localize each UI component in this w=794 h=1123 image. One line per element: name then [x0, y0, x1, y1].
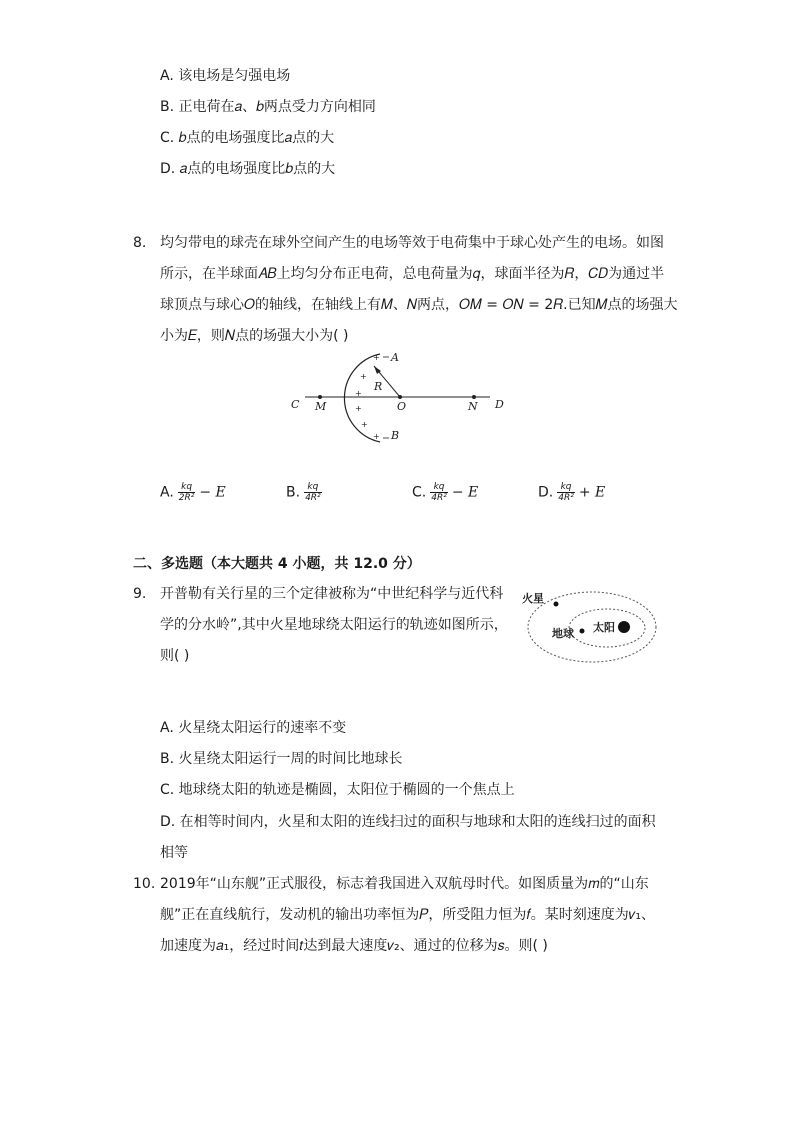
- svg-text:+: +: [355, 389, 362, 398]
- q9-option-c: C. 地球绕太阳的轨迹是椭圆，太阳位于椭圆的一个焦点上: [160, 782, 515, 798]
- q8-option-a-fraction: [178, 482, 196, 503]
- q8-line-3: 球顶点与球心𝑂的轴线，在轴线上有𝑀、𝑁两点，𝑂𝑀 = 𝑂𝑁 = 2𝑅.已知𝑀点的场强大: [160, 297, 678, 313]
- q8-option-d-label: D.: [538, 484, 554, 501]
- label-d: D: [495, 398, 504, 411]
- svg-text:+: +: [355, 404, 362, 413]
- q8-option-d-tail: + E: [578, 484, 606, 501]
- point-n: [472, 395, 476, 399]
- q8-option-b: [286, 482, 326, 503]
- q8-option-c-label: C.: [412, 484, 427, 501]
- q8-option-c: [412, 482, 478, 503]
- orbit-figure: [520, 583, 660, 665]
- section-heading-multiple-choice: 二、多选题（本大题共 4 小题，共 12.0 分）: [133, 556, 421, 572]
- mars-icon: [554, 602, 559, 607]
- q9-option-d-line-2: 相等: [160, 845, 188, 861]
- q8-option-b-label: B.: [286, 484, 301, 501]
- q7-option-a: A. 该电场是匀强电场: [160, 68, 291, 84]
- point-m: [318, 395, 322, 399]
- q9-line-3: 则( ): [160, 648, 190, 664]
- q8-option-b-den: 4R²: [305, 493, 321, 503]
- q8-option-c-den: 4R²: [431, 493, 447, 503]
- q10-line-2: 舰”正在直线航行，发动机的输出功率恒为𝑃，所受阻力恒为𝑓。某时刻速度为𝑣₁、: [160, 907, 655, 923]
- svg-text:+: +: [373, 353, 380, 362]
- q9-option-a: A. 火星绕太阳运行的速率不变: [160, 720, 347, 736]
- q8-number: 8.: [133, 235, 147, 251]
- q8-option-c-num: kq: [430, 482, 448, 493]
- label-n: N: [468, 400, 478, 413]
- mars-orbit: [528, 592, 656, 662]
- q9-number: 9.: [133, 586, 147, 602]
- q7-option-d: D. 𝑎点的电场强度比𝑏点的大: [160, 161, 336, 177]
- label-m: M: [315, 400, 327, 413]
- q8-option-b-num: kq: [304, 482, 322, 493]
- q8-option-a: [160, 482, 226, 503]
- earth-icon: [580, 629, 585, 634]
- q8-option-a-den: 2R²: [178, 493, 195, 503]
- q8-option-d: [538, 482, 605, 503]
- mars-label: 火星: [522, 592, 544, 605]
- q9-line-2: 学的分水岭”,其中火星地球绕太阳运行的轨迹如图所示，: [160, 617, 508, 633]
- label-b: B: [391, 429, 400, 442]
- q8-line-2: 所示，在半球面𝐴𝐵上均匀分布正电荷，总电荷量为𝑞，球面半径为𝑅，𝐶𝐷为通过半: [160, 266, 665, 282]
- label-c: C: [291, 398, 300, 411]
- q8-option-d-num: kq: [557, 482, 575, 493]
- hemisphere-figure: [285, 348, 510, 448]
- q10-line-1: 2019年“山东舰”正式服役，标志着我国进入双航母时代。如图质量为𝑚的“山东: [160, 876, 649, 892]
- label-o: O: [397, 400, 407, 413]
- q8-option-c-fraction: [430, 482, 448, 503]
- q9-line-1: 开普勒有关行星的三个定律被称为“中世纪科学与近代科: [160, 586, 504, 602]
- q8-option-d-fraction: [557, 482, 575, 503]
- q7-option-b: B. 正电荷在𝑎、𝑏两点受力方向相同: [160, 99, 376, 115]
- q8-option-a-num: kq: [178, 482, 196, 493]
- sun-label: 太阳: [593, 621, 615, 634]
- q10-line-3: 加速度为𝑎₁，经过时间𝑡达到最大速度𝑣₂、通过的位移为𝑠。则( ): [160, 938, 548, 954]
- svg-text:+: +: [361, 420, 368, 429]
- point-o: [398, 395, 402, 399]
- q9-option-d-line-1: D. 在相等时间内，火星和太阳的连线扫过的面积与地球和太阳的连线扫过的面积: [160, 814, 656, 830]
- q8-option-a-label: A.: [160, 484, 174, 501]
- label-a: A: [391, 351, 399, 364]
- q8-option-d-den: 4R²: [558, 493, 574, 503]
- svg-text:+: +: [360, 372, 367, 381]
- q8-line-4: 小为𝐸，则𝑁点的场强大小为( ): [160, 328, 349, 344]
- q8-option-a-tail: − E: [199, 484, 226, 501]
- q7-option-c: C. 𝑏点的电场强度比𝑎点的大: [160, 130, 335, 146]
- label-r: R: [374, 380, 383, 393]
- sun-icon: [618, 621, 630, 633]
- earth-label: 地球: [552, 627, 574, 640]
- q8-option-b-fraction: [304, 482, 322, 503]
- q8-line-1: 均匀带电的球壳在球外空间产生的电场等效于电荷集中于球心处产生的电场。如图: [160, 235, 664, 251]
- svg-text:+: +: [373, 432, 380, 441]
- q10-number: 10.: [133, 876, 156, 892]
- q9-option-b: B. 火星绕太阳运行一周的时间比地球长: [160, 751, 403, 767]
- q8-option-c-tail: − E: [451, 484, 479, 501]
